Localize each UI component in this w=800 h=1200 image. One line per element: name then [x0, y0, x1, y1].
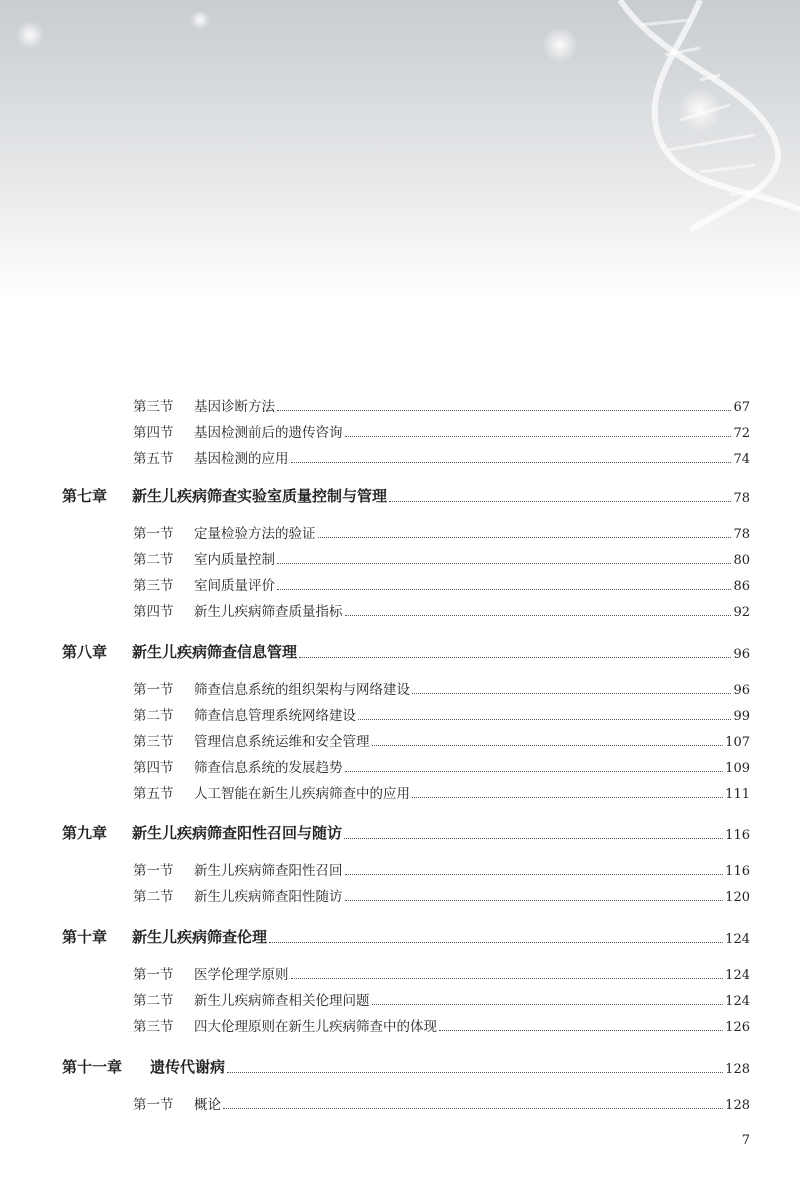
section-number: 第三节	[133, 734, 174, 750]
section-number: 第一节	[133, 967, 174, 983]
section-number: 第一节	[133, 1097, 174, 1113]
dot-leader	[318, 537, 732, 538]
dot-leader	[345, 874, 724, 875]
chapter-title: 新生儿疾病筛查实验室质量控制与管理	[132, 487, 388, 505]
page-ref: 111	[725, 787, 750, 802]
section-title: 室内质量控制	[194, 552, 275, 568]
dot-leader	[291, 462, 732, 463]
chapter-title: 遗传代谢病	[150, 1058, 226, 1076]
dot-leader	[345, 615, 732, 616]
toc-section-entry[interactable]	[133, 963, 750, 983]
dot-leader	[358, 719, 731, 720]
section-title: 定量检验方法的验证	[194, 526, 316, 542]
page-ref: 116	[725, 864, 750, 879]
dot-leader	[412, 693, 731, 694]
page-ref: 124	[725, 932, 750, 947]
dot-leader	[344, 838, 723, 839]
section-title: 基因诊断方法	[194, 399, 275, 415]
section-number: 第一节	[133, 682, 174, 698]
section-title: 基因检测前后的遗传咨询	[194, 425, 343, 441]
chapter-number: 第十章	[62, 928, 108, 946]
page-ref: 78	[733, 527, 750, 542]
toc-section-entry[interactable]	[133, 1093, 750, 1113]
page-ref: 96	[733, 647, 750, 662]
toc-section-entry[interactable]	[133, 574, 750, 594]
toc-section-entry[interactable]	[133, 447, 750, 467]
dot-leader	[277, 410, 731, 411]
toc-section-entry[interactable]	[133, 548, 750, 568]
section-number: 第二节	[133, 889, 174, 905]
page-ref: 99	[733, 709, 750, 724]
section-title: 基因检测的应用	[194, 451, 289, 467]
section-title: 人工智能在新生儿疾病筛查中的应用	[194, 786, 410, 802]
toc-section-entry[interactable]	[133, 782, 750, 802]
chapter-number: 第九章	[62, 824, 108, 842]
dot-leader	[269, 942, 723, 943]
toc-chapter-entry[interactable]	[62, 484, 750, 506]
toc-section-entry[interactable]	[133, 859, 750, 879]
page-ref: 116	[725, 828, 750, 843]
page-number: 7	[741, 1133, 750, 1148]
section-title: 医学伦理学原则	[194, 967, 289, 983]
chapter-number: 第八章	[62, 643, 108, 661]
section-number: 第三节	[133, 578, 174, 594]
toc-section-entry[interactable]	[133, 522, 750, 542]
page-ref: 120	[725, 890, 750, 905]
section-title: 概论	[194, 1097, 221, 1113]
toc-section-entry[interactable]	[133, 989, 750, 1009]
page-ref: 72	[733, 426, 750, 441]
chapter-number: 第十一章	[62, 1058, 123, 1076]
section-title: 筛查信息系统的组织架构与网络建设	[194, 682, 410, 698]
dot-leader	[372, 1004, 724, 1005]
dot-leader	[412, 797, 723, 798]
dot-leader	[439, 1030, 723, 1031]
section-title: 室间质量评价	[194, 578, 275, 594]
section-number: 第五节	[133, 786, 174, 802]
toc-section-entry[interactable]	[133, 730, 750, 750]
dot-leader	[345, 771, 724, 772]
section-title: 管理信息系统运维和安全管理	[194, 734, 370, 750]
dot-leader	[277, 563, 731, 564]
dot-leader	[291, 978, 724, 979]
page-ref: 78	[733, 491, 750, 506]
dot-leader	[345, 900, 724, 901]
toc-section-entry[interactable]	[133, 1015, 750, 1035]
page-ref: 74	[733, 452, 750, 467]
section-number: 第五节	[133, 451, 174, 467]
section-title: 筛查信息管理系统网络建设	[194, 708, 356, 724]
page-ref: 124	[725, 994, 750, 1009]
toc-chapter-entry[interactable]	[62, 640, 750, 662]
chapter-title: 新生儿疾病筛查信息管理	[132, 643, 298, 661]
page-ref: 107	[725, 735, 750, 750]
section-title: 新生儿疾病筛查阳性随访	[194, 889, 343, 905]
dot-leader	[227, 1072, 723, 1073]
page-ref: 128	[725, 1062, 750, 1077]
section-number: 第四节	[133, 604, 174, 620]
toc-chapter-entry[interactable]	[62, 925, 750, 947]
chapter-number: 第七章	[62, 487, 108, 505]
dot-leader	[389, 501, 731, 502]
toc-section-entry[interactable]	[133, 421, 750, 441]
section-number: 第一节	[133, 526, 174, 542]
section-number: 第三节	[133, 1019, 174, 1035]
toc-chapter-entry[interactable]	[62, 1055, 750, 1077]
section-number: 第二节	[133, 993, 174, 1009]
dot-leader	[372, 745, 724, 746]
section-number: 第四节	[133, 425, 174, 441]
section-title: 新生儿疾病筛查阳性召回	[194, 863, 343, 879]
toc-section-entry[interactable]	[133, 600, 750, 620]
section-title: 四大伦理原则在新生儿疾病筛查中的体现	[194, 1019, 437, 1035]
dot-leader	[223, 1108, 723, 1109]
toc-section-entry[interactable]	[133, 704, 750, 724]
section-title: 新生儿疾病筛查相关伦理问题	[194, 993, 370, 1009]
toc-section-entry[interactable]	[133, 395, 750, 415]
page-ref: 109	[725, 761, 750, 776]
section-title: 新生儿疾病筛查质量指标	[194, 604, 343, 620]
toc-chapter-entry[interactable]	[62, 821, 750, 843]
page-ref: 126	[725, 1020, 750, 1035]
page-ref: 124	[725, 968, 750, 983]
dot-leader	[299, 657, 731, 658]
section-number: 第三节	[133, 399, 174, 415]
chapter-title: 新生儿疾病筛查伦理	[132, 928, 268, 946]
section-title: 筛查信息系统的发展趋势	[194, 760, 343, 776]
page-ref: 96	[733, 683, 750, 698]
section-number: 第一节	[133, 863, 174, 879]
dot-leader	[345, 436, 732, 437]
dot-leader	[277, 589, 731, 590]
toc-section-entry[interactable]	[133, 678, 750, 698]
page-ref: 80	[733, 553, 750, 568]
page-ref: 67	[733, 400, 750, 415]
page-ref: 86	[733, 579, 750, 594]
chapter-title: 新生儿疾病筛查阳性召回与随访	[132, 824, 343, 842]
page-ref: 92	[733, 605, 750, 620]
toc-section-entry[interactable]	[133, 885, 750, 905]
section-number: 第二节	[133, 552, 174, 568]
toc-section-entry[interactable]	[133, 756, 750, 776]
page-ref: 128	[725, 1098, 750, 1113]
section-number: 第二节	[133, 708, 174, 724]
section-number: 第四节	[133, 760, 174, 776]
